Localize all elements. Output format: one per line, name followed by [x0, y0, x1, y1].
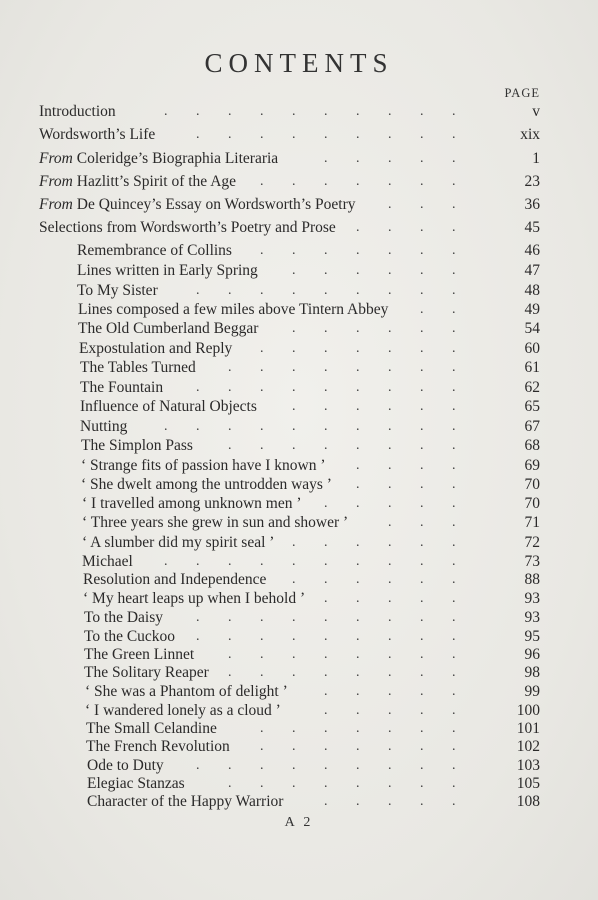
toc-entry: [0, 102, 598, 122]
toc-entry: [0, 756, 598, 776]
toc-entry-page-number: 61: [524, 359, 540, 376]
toc-entry-page-number: 96: [524, 646, 540, 663]
toc-entry-label: Lines composed a few miles above Tintern Abbey: [78, 301, 389, 318]
leader-dots: .........: [196, 380, 484, 395]
leader-dots: ........: [228, 360, 484, 375]
toc-entry-title: [80, 397, 257, 417]
toc-entry-page-number: 60: [524, 340, 540, 357]
leader-dots: .......: [260, 243, 484, 258]
toc-entry-title: [78, 319, 258, 339]
toc-entry: [0, 627, 598, 647]
toc-entry: [0, 792, 598, 812]
toc-entry: [0, 339, 598, 359]
leader-dots: ........: [228, 665, 484, 680]
toc-entry: [0, 663, 598, 683]
toc-entry-label: Wordsworth’s Life: [39, 126, 156, 143]
toc-entry-title: [82, 552, 133, 572]
toc-entry-label: Lines written in Early Spring: [77, 262, 258, 279]
leader-dots: .......: [260, 174, 484, 189]
toc-entry-page-number: 23: [524, 173, 540, 190]
toc-entry-label: ‘ My heart leaps up when I behold ’: [83, 590, 306, 607]
toc-entry-label: Resolution and Independence: [83, 571, 267, 588]
toc-entry: [0, 719, 598, 739]
toc-entry-title: [81, 436, 193, 456]
toc-entry-title: [84, 663, 209, 683]
leader-dots: .........: [196, 758, 484, 773]
leader-dots: .......: [260, 739, 484, 754]
toc-entry-page-number: 48: [524, 282, 540, 299]
toc-entry-page-number: 93: [524, 590, 540, 607]
toc-entry-page-number: xix: [520, 126, 540, 143]
leader-dots: .....: [324, 151, 484, 166]
leader-dots: ....: [356, 458, 484, 473]
toc-entry-label: To the Daisy: [84, 609, 163, 626]
toc-entry-page-number: 71: [524, 514, 540, 531]
toc-entry-page-number: 1: [532, 150, 540, 167]
toc-entry: [0, 570, 598, 590]
toc-entry-page-number: 70: [524, 495, 540, 512]
toc-entry: [0, 682, 598, 702]
toc-entry-page-number: 69: [524, 457, 540, 474]
toc-entry-label: ‘ I travelled among unknown men ’: [82, 495, 302, 512]
toc-entry: [0, 358, 598, 378]
leader-dots: ......: [292, 535, 484, 550]
leader-dots: ........: [228, 647, 484, 662]
toc-entry-label: The Old Cumberland Beggar: [78, 320, 259, 337]
toc-entry-page-number: 54: [524, 320, 540, 337]
toc-entry-title: [81, 456, 326, 476]
toc-entry-page-number: 62: [524, 379, 540, 396]
toc-entry: [0, 195, 598, 215]
toc-entry: [0, 300, 598, 320]
toc-entry-title: [39, 102, 116, 122]
toc-entry-title: [80, 378, 163, 398]
toc-entry-page-number: 100: [516, 702, 540, 719]
toc-entry-page-number: 46: [524, 242, 540, 259]
toc-entry-page-number: 98: [524, 664, 540, 681]
toc-entry-label: Ode to Duty: [87, 757, 164, 774]
toc-entry-label: De Quincey’s Essay on Wordsworth’s Poetry: [72, 196, 356, 213]
toc-entry-label: The Simplon Pass: [81, 437, 193, 454]
toc-entry-page-number: 68: [524, 437, 540, 454]
toc-entry: [0, 436, 598, 456]
toc-entry: [0, 149, 598, 169]
toc-entry-label: ‘ Three years she grew in sun and shower ’: [82, 514, 349, 531]
toc-entry-page-number: 103: [516, 757, 540, 774]
toc-entry-title: [79, 339, 232, 359]
toc-entry-label: The Fountain: [80, 379, 164, 396]
toc-entry-label: ‘ She was a Phantom of delight ’: [85, 683, 288, 700]
leader-dots: ......: [292, 263, 484, 278]
toc-entry-page-number: 95: [524, 628, 540, 645]
toc-entry-page-number: 65: [524, 398, 540, 415]
toc-entry: [0, 701, 598, 721]
toc-entry-prefix: From: [39, 196, 73, 213]
toc-entry-title: [80, 417, 127, 437]
toc-entry-page-number: 45: [524, 219, 540, 236]
toc-entry: [0, 397, 598, 417]
signature-mark: A 2: [284, 815, 314, 830]
toc-entry-title: [39, 195, 355, 215]
toc-entry-title: [82, 513, 348, 533]
toc-entry: [0, 378, 598, 398]
toc-entry-label: ‘ Strange fits of passion have I known ’: [81, 457, 326, 474]
toc-entry-label: ‘ She dwelt among the untrodden ways ’: [81, 476, 332, 493]
leader-dots: ....: [356, 220, 484, 235]
toc-entry-title: [86, 719, 217, 739]
toc-entry-title: [84, 627, 175, 647]
leader-dots: .....: [324, 591, 484, 606]
toc-entry-page-number: v: [532, 103, 540, 120]
toc-entry-label: Influence of Natural Objects: [80, 398, 257, 415]
leader-dots: ....: [356, 477, 484, 492]
toc-entry-title: [39, 149, 278, 169]
toc-entry-label: The Tables Turned: [80, 359, 196, 376]
toc-entry-label: To My Sister: [77, 282, 158, 299]
toc-entry-page-number: 108: [516, 793, 540, 810]
toc-entry-page-number: 73: [524, 553, 540, 570]
toc-entry-title: [82, 533, 274, 553]
toc-entry-title: [83, 570, 266, 590]
toc-entry-label: Elegiac Stanzas: [87, 775, 185, 792]
toc-entry-label: To the Cuckoo: [84, 628, 176, 645]
leader-dots: .....: [324, 496, 484, 511]
toc-entry-title: [87, 792, 283, 812]
toc-entry-prefix: From: [39, 173, 73, 190]
toc-entry-page-number: 99: [524, 683, 540, 700]
toc-entry-title: [84, 645, 194, 665]
toc-entry: [0, 241, 598, 261]
toc-entry: [0, 475, 598, 495]
toc-entry: [0, 552, 598, 572]
leader-dots: .....: [324, 794, 484, 809]
leader-dots: ......: [292, 399, 484, 414]
leader-dots: .........: [196, 629, 484, 644]
toc-entry-page-number: 93: [524, 609, 540, 626]
toc-entry-page-number: 102: [516, 738, 540, 755]
toc-entry-label: Remembrance of Collins: [77, 242, 232, 259]
toc-entry-page-number: 101: [516, 720, 540, 737]
toc-entry-page-number: 88: [524, 571, 540, 588]
toc-entry-label: Coleridge’s Biographia Literaria: [72, 150, 279, 167]
toc-entry-page-number: 70: [524, 476, 540, 493]
toc-entry-title: [80, 358, 196, 378]
leader-dots: ...: [388, 515, 484, 530]
toc-entry-label: ‘ A slumber did my spirit seal ’: [82, 534, 275, 551]
toc-entry: [0, 261, 598, 281]
toc-entry: [0, 645, 598, 665]
leader-dots: .......: [260, 721, 484, 736]
toc-entry-label: Character of the Happy Warrior: [87, 793, 284, 810]
toc-entry: [0, 218, 598, 238]
toc-entry-label: Introduction: [39, 103, 116, 120]
leader-dots: ......: [292, 572, 484, 587]
toc-entry-page-number: 105: [516, 775, 540, 792]
toc-entry-title: [77, 261, 258, 281]
leader-dots: .....: [324, 684, 484, 699]
leader-dots: ........: [228, 438, 484, 453]
toc-entry-title: [39, 172, 236, 192]
toc-entry-label: Nutting: [80, 418, 128, 435]
toc-entry: [0, 456, 598, 476]
toc-entry-title: [39, 218, 336, 238]
leader-dots: .......: [260, 341, 484, 356]
toc-entry-page-number: 36: [524, 196, 540, 213]
toc-entry-title: [85, 682, 288, 702]
toc-entry-page-number: 47: [524, 262, 540, 279]
leader-dots: .........: [196, 127, 484, 142]
toc-entry: [0, 494, 598, 514]
leader-dots: .........: [196, 610, 484, 625]
toc-entry-title: [86, 737, 230, 757]
toc-entry-label: The French Revolution: [86, 738, 230, 755]
toc-entry-label: Expostulation and Reply: [79, 340, 233, 357]
toc-entry: [0, 589, 598, 609]
toc-entry: [0, 774, 598, 794]
leader-dots: ........: [228, 776, 484, 791]
leader-dots: ..........: [164, 419, 484, 434]
leader-dots: .....: [324, 703, 484, 718]
toc-entry: [0, 533, 598, 553]
toc-entry: [0, 608, 598, 628]
toc-entry-title: [39, 125, 155, 145]
leader-dots: ...: [388, 197, 484, 212]
toc-entry: [0, 513, 598, 533]
toc-entry-page-number: 67: [524, 418, 540, 435]
toc-entry-title: [87, 756, 164, 776]
toc-entry-page-number: 72: [524, 534, 540, 551]
toc-entry-title: [82, 494, 302, 514]
leader-dots: ..........: [164, 554, 484, 569]
toc-entry-title: [77, 241, 232, 261]
page-title: CONTENTS: [204, 48, 394, 78]
toc-entry: [0, 319, 598, 339]
toc-entry-title: [81, 475, 332, 495]
toc-entry-page-number: 49: [524, 301, 540, 318]
toc-entry-label: ‘ I wandered lonely as a cloud ’: [85, 702, 281, 719]
toc-entry-label: The Green Linnet: [84, 646, 195, 663]
toc-entry-label: Hazlitt’s Spirit of the Age: [72, 173, 237, 190]
toc-entry-label: The Solitary Reaper: [84, 664, 209, 681]
leader-dots: .........: [196, 283, 484, 298]
toc-entry-title: [83, 589, 305, 609]
toc-entry-title: [84, 608, 163, 628]
toc-entry-label: Michael: [82, 553, 133, 570]
toc-entry-title: [78, 300, 388, 320]
leader-dots: ..: [420, 302, 484, 317]
page-column-header: PAGE: [504, 86, 540, 100]
leader-dots: ......: [292, 321, 484, 336]
toc-entry-title: [87, 774, 185, 794]
toc-entry: [0, 281, 598, 301]
toc-entry-title: [85, 701, 281, 721]
toc-entry-prefix: From: [39, 150, 73, 167]
toc-entry: [0, 737, 598, 757]
toc-entry: [0, 417, 598, 437]
toc-entry-label: The Small Celandine: [86, 720, 217, 737]
toc-entry-label: Selections from Wordsworth’s Poetry and Prose: [39, 219, 336, 236]
toc-entry: [0, 125, 598, 145]
toc-entry-title: [77, 281, 158, 301]
leader-dots: ..........: [164, 104, 484, 119]
toc-entry: [0, 172, 598, 192]
